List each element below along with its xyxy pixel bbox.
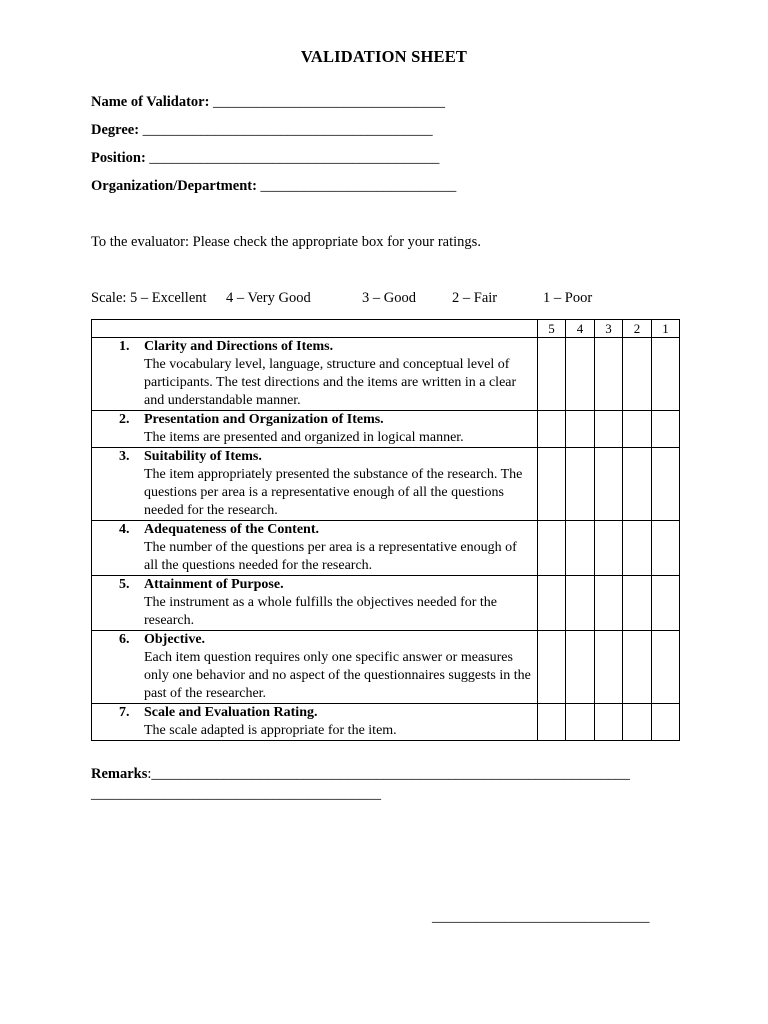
criterion-number: 2.: [119, 412, 130, 427]
criterion-description: Each item question requires only one specific answer or measures only one behavior and no aspect of the questionnaires suggests in the past of the researcher.: [144, 650, 531, 701]
position-field[interactable]: [91, 150, 439, 167]
rating-box-2[interactable]: [623, 448, 652, 521]
rating-box-5[interactable]: [538, 448, 566, 521]
rating-table: [91, 319, 680, 741]
criterion-cell: [92, 631, 538, 704]
criterion-description: The number of the questions per area is a representative enough of all the questions needed for the research.: [144, 540, 517, 573]
table-header-row: [92, 320, 680, 338]
rating-box-2[interactable]: [623, 521, 652, 576]
rating-box-4[interactable]: [566, 631, 595, 704]
signature-line[interactable]: ______________________________: [432, 909, 650, 925]
rating-box-3[interactable]: [595, 521, 623, 576]
degree-line[interactable]: ________________________________________: [142, 122, 433, 138]
rating-box-4[interactable]: [566, 411, 595, 448]
rating-box-4[interactable]: [566, 576, 595, 631]
scale-prefix: Scale: 5 – Excellent: [91, 290, 207, 306]
table-row: [92, 631, 680, 704]
rating-box-1[interactable]: [652, 338, 680, 411]
validator-name-field[interactable]: [91, 94, 445, 111]
criterion-number: 7.: [119, 705, 130, 720]
validator-name-line[interactable]: ________________________________: [213, 94, 446, 110]
criterion-cell: [92, 448, 538, 521]
validator-name-label: Name of Validator:: [91, 94, 210, 110]
rating-col-3: 3: [595, 320, 623, 338]
table-row: [92, 521, 680, 576]
rating-box-3[interactable]: [595, 704, 623, 741]
remarks-line-1[interactable]: :__________________________________________________________________: [147, 766, 630, 782]
rating-box-2[interactable]: [623, 338, 652, 411]
criterion-number: 4.: [119, 522, 130, 537]
criterion-number: 1.: [119, 339, 130, 354]
page-title: VALIDATION SHEET: [300, 47, 468, 66]
rating-col-1: 1: [652, 320, 680, 338]
table-row: [92, 704, 680, 741]
rating-col-2: 2: [623, 320, 652, 338]
rating-box-2[interactable]: [623, 576, 652, 631]
degree-field[interactable]: [91, 122, 433, 139]
rating-box-3[interactable]: [595, 631, 623, 704]
rating-box-4[interactable]: [566, 338, 595, 411]
rating-box-5[interactable]: [538, 521, 566, 576]
rating-box-5[interactable]: [538, 338, 566, 411]
criterion-description: The items are presented and organized in logical manner.: [144, 430, 464, 445]
organization-line[interactable]: ___________________________: [260, 178, 457, 194]
criterion-cell: [92, 704, 538, 741]
rating-box-5[interactable]: [538, 576, 566, 631]
criterion-heading: Scale and Evaluation Rating.: [144, 705, 318, 720]
rating-col-5: 5: [538, 320, 566, 338]
criterion-heading: Attainment of Purpose.: [144, 577, 284, 592]
remarks-field[interactable]: [91, 766, 630, 783]
criterion-cell: [92, 521, 538, 576]
rating-box-5[interactable]: [538, 704, 566, 741]
position-line[interactable]: ________________________________________: [149, 150, 440, 166]
criterion-heading: Presentation and Organization of Items.: [144, 412, 384, 427]
rating-box-2[interactable]: [623, 704, 652, 741]
rating-box-3[interactable]: [595, 448, 623, 521]
table-row: [92, 448, 680, 521]
criterion-cell: [92, 338, 538, 411]
criterion-cell: [92, 411, 538, 448]
criterion-heading: Adequateness of the Content.: [144, 522, 319, 537]
criterion-description: The item appropriately presented the substance of the research. The questions per area is a representative enough of all the questions needed for the research.: [144, 467, 523, 518]
table-row: [92, 338, 680, 411]
rating-box-3[interactable]: [595, 411, 623, 448]
scale-item-4: 4 – Very Good: [226, 290, 311, 306]
rating-box-1[interactable]: [652, 521, 680, 576]
organization-label: Organization/Department:: [91, 178, 257, 194]
criterion-number: 5.: [119, 577, 130, 592]
scale-item-2: 2 – Fair: [452, 290, 498, 306]
scale-item-3: 3 – Good: [362, 290, 416, 306]
rating-box-3[interactable]: [595, 576, 623, 631]
remarks-label: Remarks: [91, 766, 148, 782]
criterion-description: The scale adapted is appropriate for the item.: [144, 723, 397, 738]
criterion-description: The instrument as a whole fulfills the objectives needed for the research.: [144, 595, 498, 628]
scale-item-1: 1 – Poor: [543, 290, 593, 306]
rating-box-1[interactable]: [652, 704, 680, 741]
table-row: [92, 576, 680, 631]
rating-box-4[interactable]: [566, 448, 595, 521]
position-label: Position:: [91, 150, 146, 166]
criterion-heading: Clarity and Directions of Items.: [144, 339, 334, 354]
rating-box-2[interactable]: [623, 631, 652, 704]
remarks-line-2[interactable]: ________________________________________: [91, 786, 381, 802]
rating-box-5[interactable]: [538, 411, 566, 448]
rating-box-5[interactable]: [538, 631, 566, 704]
rating-box-3[interactable]: [595, 338, 623, 411]
criterion-heading: Objective.: [144, 632, 206, 647]
rating-box-1[interactable]: [652, 411, 680, 448]
evaluator-instruction: To the evaluator: Please check the appropriate box for your ratings.: [91, 234, 481, 250]
criterion-number: 6.: [119, 632, 130, 647]
criterion-description: The vocabulary level, language, structure and conceptual level of participants. The test directions and the items are written in a clear and understandable manner.: [144, 357, 517, 408]
criterion-cell: [92, 576, 538, 631]
criterion-heading: Suitability of Items.: [144, 449, 262, 464]
criterion-number: 3.: [119, 449, 130, 464]
rating-box-4[interactable]: [566, 704, 595, 741]
header-blank: [92, 320, 538, 338]
degree-label: Degree:: [91, 122, 140, 138]
table-row: [92, 411, 680, 448]
rating-box-2[interactable]: [623, 411, 652, 448]
organization-field[interactable]: [91, 178, 456, 195]
rating-box-1[interactable]: [652, 576, 680, 631]
rating-box-1[interactable]: [652, 631, 680, 704]
rating-box-1[interactable]: [652, 448, 680, 521]
rating-box-4[interactable]: [566, 521, 595, 576]
rating-col-4: 4: [566, 320, 595, 338]
